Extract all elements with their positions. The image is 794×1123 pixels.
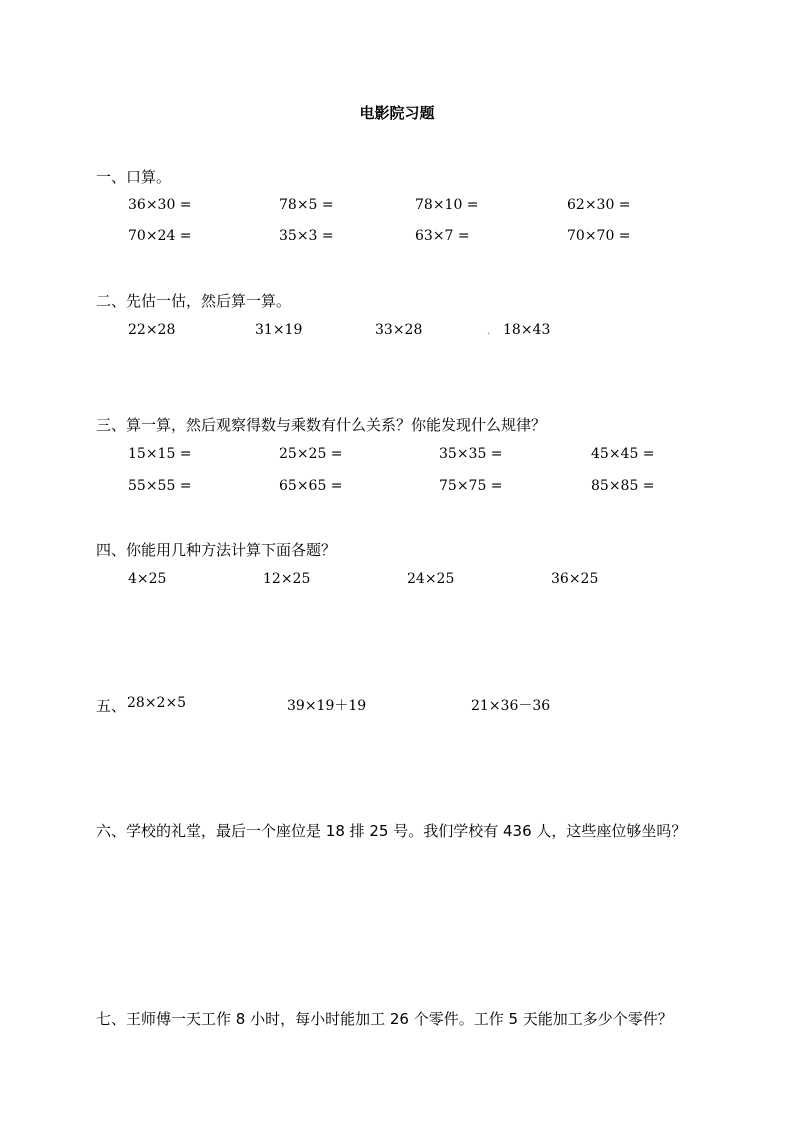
section-3-heading: 三、算一算，然后观察得数与乘数有什么关系？你能发现什么规律？ bbox=[96, 416, 547, 434]
problem-cell: 12×25 bbox=[263, 571, 311, 587]
section-1-row-1 bbox=[0, 197, 794, 217]
problem-cell: 39×19＋19 bbox=[287, 698, 367, 714]
page-title: 电影院习题 bbox=[359, 104, 435, 122]
section-1-row-2 bbox=[0, 228, 794, 248]
section-4-row-1 bbox=[0, 571, 794, 591]
problem-cell: 65×65 = bbox=[279, 478, 343, 494]
problem-cell: 24×25 bbox=[407, 571, 455, 587]
section-5-row bbox=[0, 695, 794, 715]
problem-cell: 55×55 = bbox=[128, 478, 192, 494]
problem-cell: 28×2×5 bbox=[127, 695, 187, 711]
problem-cell: 22×28 bbox=[128, 322, 176, 338]
section-1-heading: 一、口算。 bbox=[96, 168, 172, 186]
problem-cell: 70×70 = bbox=[567, 228, 631, 244]
problem-cell: 35×35 = bbox=[439, 446, 503, 462]
problem-cell: 63×7 = bbox=[415, 228, 470, 244]
problem-cell: 33×28 bbox=[375, 322, 423, 338]
problem-cell: 36×30 = bbox=[128, 197, 192, 213]
stray-mark: . bbox=[487, 326, 491, 337]
problem-cell: 25×25 = bbox=[279, 446, 343, 462]
problem-cell: 75×75 = bbox=[439, 478, 503, 494]
section-3-row-2 bbox=[0, 478, 794, 498]
problem-cell: 4×25 bbox=[128, 571, 167, 587]
section-4-heading: 四、你能用几种方法计算下面各题？ bbox=[96, 541, 337, 559]
section-7-heading: 七、王师傅一天工作 8 小时，每小时能加工 26 个零件。工作 5 天能加工多少个零件？ bbox=[96, 1010, 673, 1028]
problem-cell: 62×30 = bbox=[567, 197, 631, 213]
problem-cell: 78×5 = bbox=[279, 197, 334, 213]
section-2-heading: 二、先估一估，然后算一算。 bbox=[96, 292, 292, 310]
problem-cell: 35×3 = bbox=[279, 228, 334, 244]
problem-cell: 36×25 bbox=[551, 571, 599, 587]
problem-cell: 70×24 = bbox=[128, 228, 192, 244]
problem-cell: 15×15 = bbox=[128, 446, 192, 462]
problem-cell: 78×10 = bbox=[415, 197, 479, 213]
section-6-heading: 六、学校的礼堂，最后一个座位是 18 排 25 号。我们学校有 436 人，这些座位够坐吗？ bbox=[96, 822, 687, 840]
section-5-label: 五、 bbox=[96, 697, 127, 715]
section-3-row-1 bbox=[0, 446, 794, 466]
problem-cell: 85×85 = bbox=[591, 478, 655, 494]
problem-cell: 31×19 bbox=[255, 322, 303, 338]
problem-cell: 18×43 bbox=[503, 322, 551, 338]
problem-cell: 45×45 = bbox=[591, 446, 655, 462]
problem-cell: 21×36－36 bbox=[471, 698, 551, 714]
section-2-row-1 bbox=[0, 322, 794, 342]
